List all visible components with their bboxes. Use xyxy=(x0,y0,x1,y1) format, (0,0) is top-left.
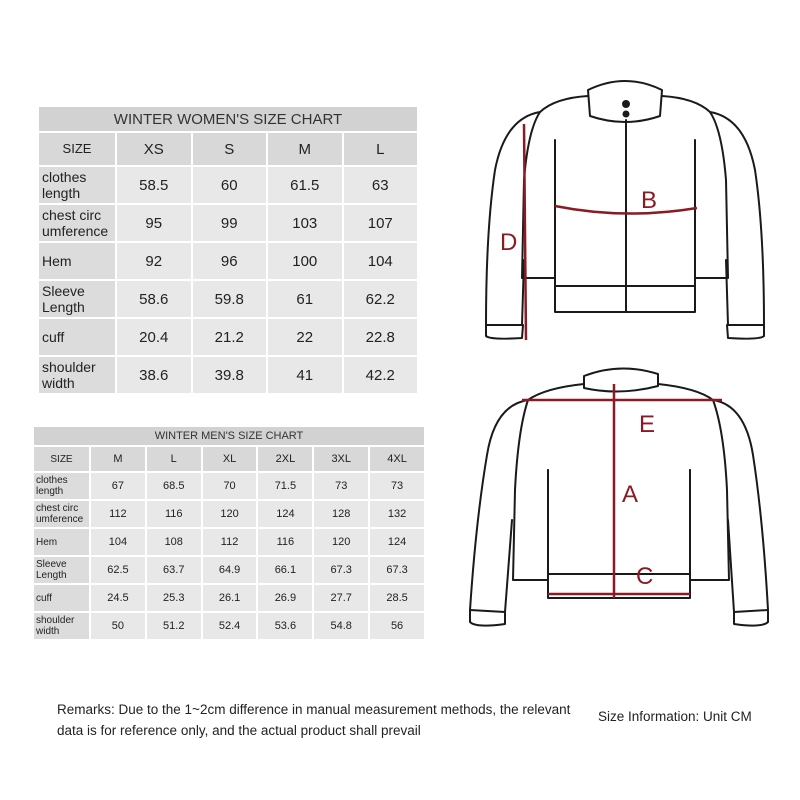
table-cell: 61.5 xyxy=(267,166,343,204)
table-cell: 22 xyxy=(267,318,343,356)
table-cell: 95 xyxy=(116,204,192,242)
table-cell: 66.1 xyxy=(257,556,313,584)
table-cell: 58.5 xyxy=(116,166,192,204)
men-size-heading: L xyxy=(146,446,202,472)
table-cell: 120 xyxy=(202,500,258,528)
women-chart-title: WINTER WOMEN'S SIZE CHART xyxy=(38,106,418,132)
table-cell: 73 xyxy=(369,472,425,500)
row-label: cuff xyxy=(38,318,116,356)
table-cell: 107 xyxy=(343,204,419,242)
table-cell: 62.5 xyxy=(90,556,146,584)
table-cell: 132 xyxy=(369,500,425,528)
table-cell: 104 xyxy=(90,528,146,556)
table-cell: 22.8 xyxy=(343,318,419,356)
men-size-heading: 4XL xyxy=(369,446,425,472)
table-cell: 38.6 xyxy=(116,356,192,394)
table-cell: 52.4 xyxy=(202,612,258,640)
back-jacket-illustration xyxy=(470,368,768,625)
table-cell: 70 xyxy=(202,472,258,500)
table-cell: 20.4 xyxy=(116,318,192,356)
table-cell: 96 xyxy=(192,242,268,280)
table-cell: 42.2 xyxy=(343,356,419,394)
table-cell: 116 xyxy=(146,500,202,528)
table-cell: 67.3 xyxy=(369,556,425,584)
table-cell: 120 xyxy=(313,528,369,556)
table-cell: 128 xyxy=(313,500,369,528)
table-cell: 28.5 xyxy=(369,584,425,612)
table-cell: 41 xyxy=(267,356,343,394)
table-cell: 61 xyxy=(267,280,343,318)
table-cell: 67.3 xyxy=(313,556,369,584)
length-label: A xyxy=(622,481,639,508)
row-label: clothes length xyxy=(38,166,116,204)
table-cell: 71.5 xyxy=(257,472,313,500)
shoulder-label: E xyxy=(639,411,656,438)
table-cell: 100 xyxy=(267,242,343,280)
table-cell: 112 xyxy=(202,528,258,556)
row-label: cuff xyxy=(33,584,90,612)
front-measurements xyxy=(524,124,697,340)
table-cell: 124 xyxy=(369,528,425,556)
row-label: shoulder width xyxy=(38,356,116,394)
chest-label: B xyxy=(641,187,658,214)
table-cell: 39.8 xyxy=(192,356,268,394)
table-cell: 53.6 xyxy=(257,612,313,640)
women-size-heading: L xyxy=(343,132,419,166)
table-cell: 21.2 xyxy=(192,318,268,356)
men-size-heading: XL xyxy=(202,446,258,472)
table-cell: 103 xyxy=(267,204,343,242)
row-label: Sleeve Length xyxy=(38,280,116,318)
row-label: shoulder width xyxy=(33,612,90,640)
men-size-heading: 3XL xyxy=(313,446,369,472)
table-cell: 62.2 xyxy=(343,280,419,318)
table-cell: 64.9 xyxy=(202,556,258,584)
table-cell: 26.9 xyxy=(257,584,313,612)
table-cell: 99 xyxy=(192,204,268,242)
women-size-heading: S xyxy=(192,132,268,166)
table-cell: 104 xyxy=(343,242,419,280)
row-label: Hem xyxy=(38,242,116,280)
size-information: Size Information: Unit CM xyxy=(598,709,752,724)
hem-label: C xyxy=(636,563,654,590)
table-cell: 67 xyxy=(90,472,146,500)
table-cell: 26.1 xyxy=(202,584,258,612)
row-label: Hem xyxy=(33,528,90,556)
table-cell: 24.5 xyxy=(90,584,146,612)
sleeve-label: D xyxy=(500,229,518,256)
table-cell: 63.7 xyxy=(146,556,202,584)
table-cell: 51.2 xyxy=(146,612,202,640)
table-cell: 60 xyxy=(192,166,268,204)
table-cell: 63 xyxy=(343,166,419,204)
table-cell: 92 xyxy=(116,242,192,280)
table-cell: 73 xyxy=(313,472,369,500)
table-cell: 54.8 xyxy=(313,612,369,640)
table-cell: 25.3 xyxy=(146,584,202,612)
table-cell: 50 xyxy=(90,612,146,640)
women-size-heading: M xyxy=(267,132,343,166)
front-jacket-illustration xyxy=(486,81,764,339)
row-label: chest circ umference xyxy=(38,204,116,242)
table-cell: 58.6 xyxy=(116,280,192,318)
table-cell: 68.5 xyxy=(146,472,202,500)
table-cell: 59.8 xyxy=(192,280,268,318)
row-label: Sleeve Length xyxy=(33,556,90,584)
men-size-heading: 2XL xyxy=(257,446,313,472)
row-label: clothes length xyxy=(33,472,90,500)
row-label: chest circ umference xyxy=(33,500,90,528)
men-size-heading: M xyxy=(90,446,146,472)
table-cell: 124 xyxy=(257,500,313,528)
men-chart-title: WINTER MEN'S SIZE CHART xyxy=(33,426,425,446)
table-cell: 112 xyxy=(90,500,146,528)
table-cell: 108 xyxy=(146,528,202,556)
table-cell: 116 xyxy=(257,528,313,556)
table-cell: 27.7 xyxy=(313,584,369,612)
women-size-heading: XS xyxy=(116,132,192,166)
remarks-text: Remarks: Due to the 1~2cm difference in manual measurement methods, the relevant data is for reference only, and the actual product shall prevail xyxy=(57,702,571,738)
men-size-label: SIZE xyxy=(33,446,90,472)
table-cell: 56 xyxy=(369,612,425,640)
women-size-label: SIZE xyxy=(38,132,116,166)
